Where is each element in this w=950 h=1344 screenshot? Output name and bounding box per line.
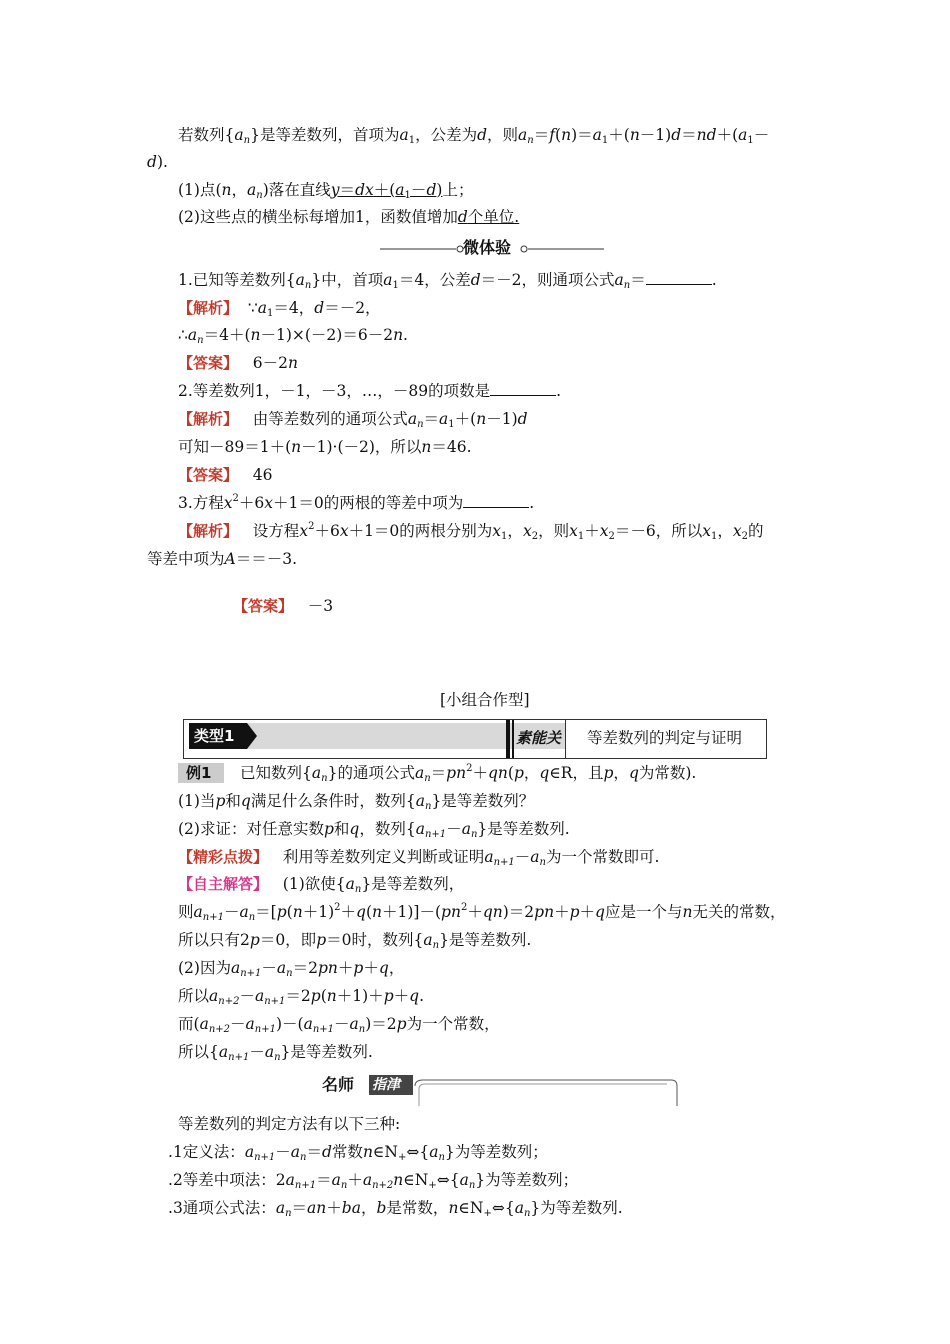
seal-suneng: 素能关	[516, 729, 562, 747]
summary-method-3: .3通项公式法：$a_n=an+ba$，b是常数，$n\in N_+\Leftrightarrow\{a_n\}$为等差数列.	[168, 1199, 623, 1219]
zizhu-line-4: (2)因为$a_{n+1}-a_n=2pn+p+q$，	[178, 959, 405, 979]
summary-method-2: .2等差中项法：$2a_{n+1}=a_n+a_{n+2}n\in N_+\Leftrightarrow\{a_n\}$为等差数列；	[168, 1171, 579, 1191]
banner-divider	[506, 720, 510, 758]
example-stem: 已知数列$\{a_n\}$的通项公式$a_n=pn^2+qn(p$，q∈R，且p，q为常数).	[240, 763, 697, 784]
weitiyan-title: 微体验	[463, 238, 512, 257]
intro-point-2: (2)这些点的横坐标每增加1，函数值增加d个单位.	[178, 208, 520, 226]
example-sub-1: (1)当p和q满足什么条件时，数列$\{a_n\}$是等差数列？	[178, 792, 535, 812]
intro-line-1: 若数列$\{a_n\}$是等差数列，首项为$a_1$，公差为d，则$a_n=f(n)=a_1+(n-1)d=nd+(a_1-$	[178, 126, 770, 146]
type-label: 类型1	[194, 727, 235, 745]
q1-jiexi-1: 【解析】 $\because a_1=4$，d＝－2，	[178, 299, 381, 319]
q1-jiexi-2: $\therefore a_n=4+(n-1)\times(-2)=6-2n$.	[178, 326, 408, 346]
zizhu-line-5: 所以$a_{n+2}-a_{n+1}=2p(n+1)+p+q$.	[178, 987, 425, 1007]
summary-method-1: .1定义法：$a_{n+1}-a_n=d$常数$n\in N_+\Leftrightarrow\{a_n\}$为等差数列；	[168, 1143, 548, 1163]
seal-zhijin: 指津	[372, 1077, 400, 1093]
zizhu-line-7: 所以$\{a_{n+1}-a_n\}$是等差数列.	[178, 1043, 373, 1063]
summary-intro: 等差数列的判定方法有以下三种:	[178, 1115, 401, 1133]
q3-stem: 3.方程$x^2+6x+1=0$的两根的等差中项为 .	[178, 493, 535, 512]
mingshi-frame	[315, 1072, 681, 1108]
banner-divider	[565, 720, 566, 758]
q3-jiexi-2: 等差中项为A＝＝－3.	[147, 550, 298, 568]
zizhu-line-3: 所以只有2p＝0，即p＝0时，数列$\{a_n\}$是等差数列.	[178, 931, 532, 951]
type-label-arrow	[247, 723, 257, 749]
mingshi-label: 名师	[322, 1075, 355, 1094]
intro-line-2: d).	[147, 153, 168, 171]
q1-answer: 【答案】 6－2n	[178, 354, 299, 372]
q3-jiexi-1: 【解析】 设方程$x^2+6x+1=0$的两根分别为$x_1$，$x_2$，则$x_1+x_2=-6$，所以$x_1$，$x_2$的	[178, 521, 764, 542]
type-title: 等差数列的判定与证明	[587, 729, 743, 747]
q2-answer: 【答案】 46	[178, 466, 273, 484]
q2-jiexi-1: 【解析】 由等差数列的通项公式$a_n=a_1+(n-1)d$	[178, 410, 528, 430]
zizhu-line-1: 【自主解答】 (1)欲使$\{a_n\}$是等差数列，	[178, 875, 465, 895]
q2-jiexi-2: 可知－89＝1＋(n－1)·(－2)，所以n＝46.	[178, 438, 472, 456]
answer-blank	[646, 271, 712, 285]
group-heading: [小组合作型]	[440, 691, 530, 709]
jingcai-line: 【精彩点拨】 利用等差数列定义判断或证明$a_{n+1}-a_n$为一个常数即可.	[178, 848, 660, 868]
q1-stem: 1.已知等差数列$\{a_n\}$中，首项$a_1=4$，公差d＝－2，则通项公式$a_n=$ .	[178, 271, 717, 291]
zizhu-line-2: 则$a_{n+1}-a_n=[p(n+1)^2+q(n+1)]-(pn^2+qn)=2pn+p+q$应是一个与n无关的常数，	[178, 902, 786, 923]
zizhu-line-6: 而$(a_{n+2}-a_{n+1})-(a_{n+1}-a_n)=2p$为一个常数，	[178, 1015, 500, 1035]
example-badge: 例1	[186, 764, 212, 782]
example-sub-2: (2)求证：对任意实数p和q，数列$\{a_{n+1}-a_n\}$是等差数列.	[178, 820, 570, 840]
type-banner	[183, 719, 767, 759]
intro-point-1: (1)点(n，$a_n$)落在直线$y=dx+(a_1-d)$上；	[178, 181, 474, 201]
banner-divider	[512, 720, 514, 758]
answer-blank	[490, 382, 556, 396]
answer-blank	[463, 494, 529, 508]
q3-answer: 【答案】 －3	[233, 597, 334, 615]
q2-stem: 2.等差数列1，－1，－3，…，－89的项数是 .	[178, 382, 562, 400]
